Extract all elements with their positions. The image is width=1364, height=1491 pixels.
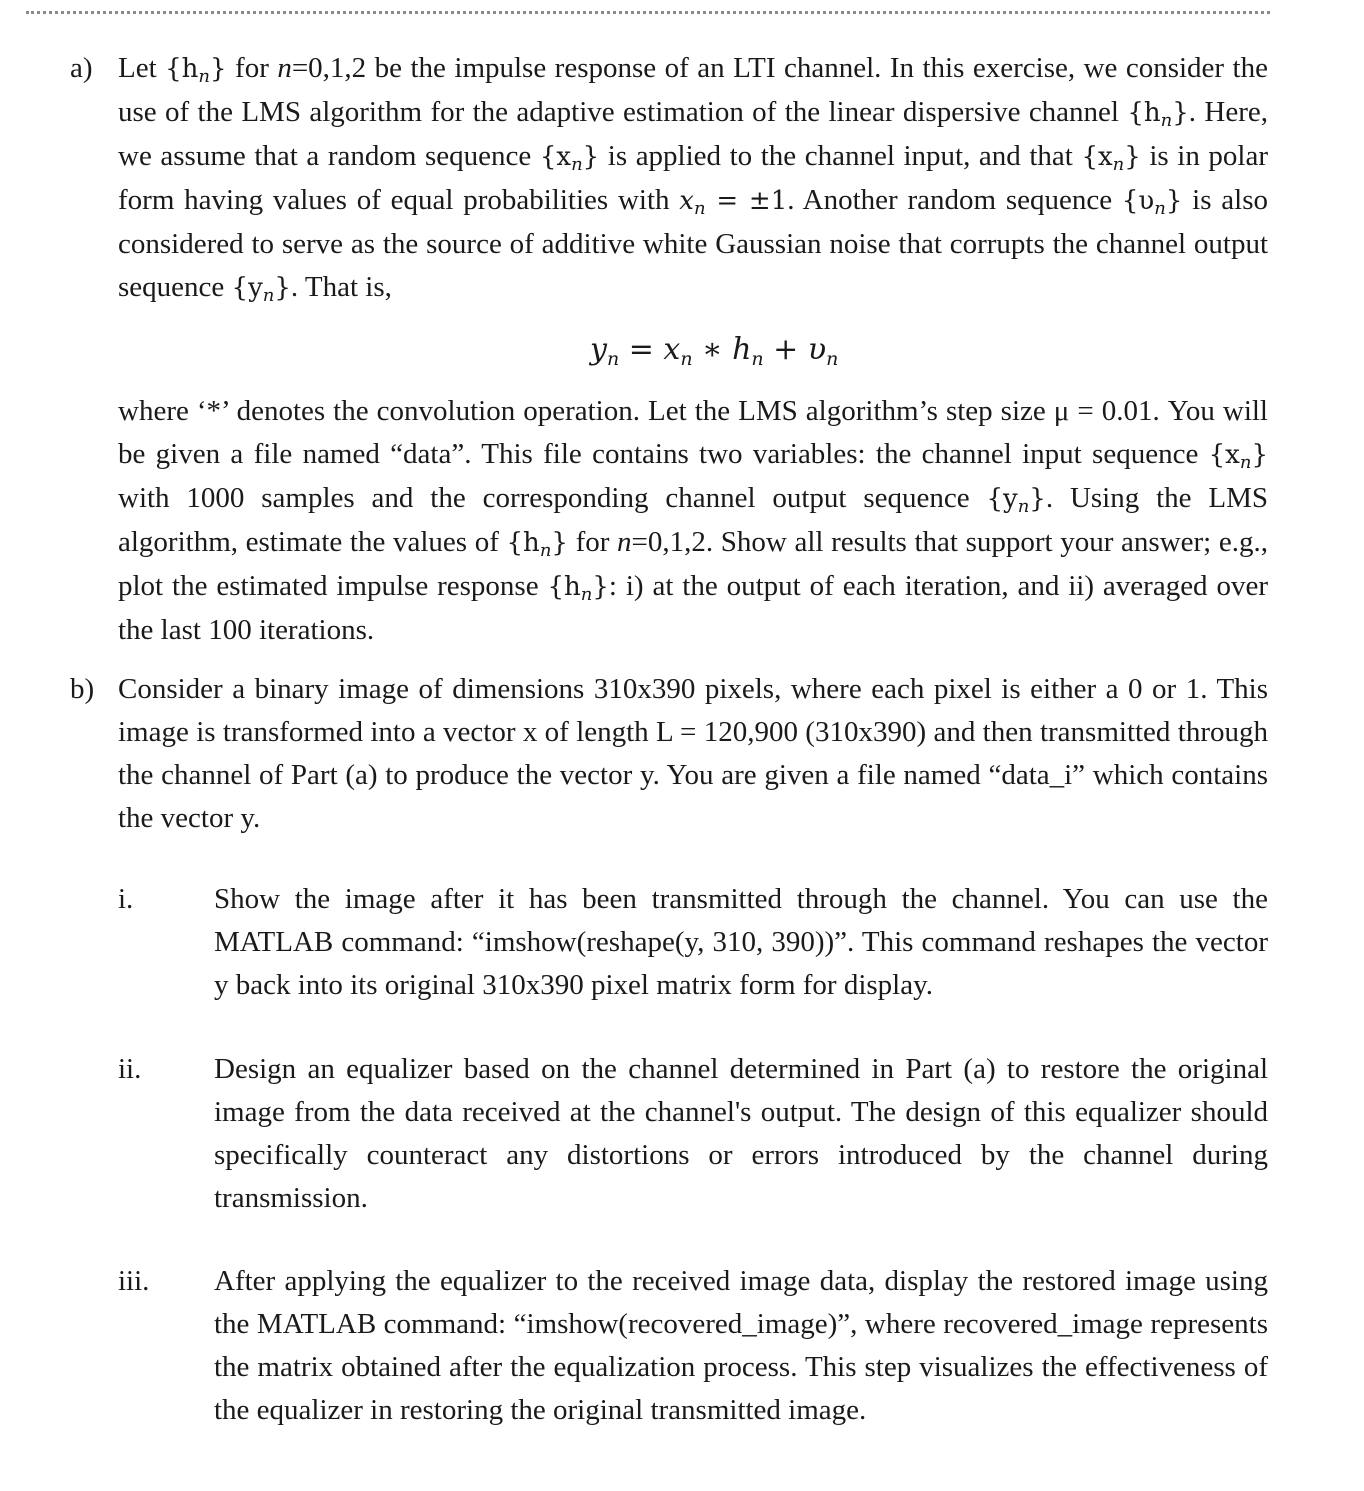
item-ii-label: ii.	[118, 1053, 142, 1085]
part-b-paragraph: Consider a binary image of dimensions 310x390 pixels, where each pixel is either a 0 or 1. This image is transformed into a vector x of length L = 120,900 (310x390) and then transmitted through the channel of Part (a) to produce the vector y. You are given a file named “data_i” which contains the vector y.	[118, 673, 1268, 834]
item-i-label: i.	[118, 883, 134, 915]
item-i-text: Show the image after it has been transmitted through the channel. You can use the MATLAB command: “imshow(reshape(y, 310, 390))”. This command reshapes the vector y back into its original 310x390 pixel matrix form for display.	[214, 883, 1268, 1001]
channel-equation: $y_n = x_n$ ∗ $h_n + \upsilon_n$	[590, 332, 839, 370]
math-h-sequence: $\{h_n\}$	[1127, 98, 1189, 131]
part-a-paragraph-1: Let $\{h_n\}$ for n=0,1,2 be the impulse response of an LTI channel. In this exercise, we consider the use of the LMS algorithm for the adaptive estimation of the linear dispersive channel $\{h_n\}$. Here, we assume that a random sequence $\{x_n\}$ is applied to the channel input, and that $\{x_n\}$ is in polar form having values of equal probabilities with $x_n = \pm 1$. Another random sequence $\{\upsilon_n\}$ is also considered to serve as the source of additive white Gaussian noise that corrupts the channel output sequence $\{y_n\}$. That is,	[118, 52, 1269, 306]
item-iii-label: iii.	[118, 1265, 150, 1297]
math-x-sequence: $\{x_n\}$	[1081, 142, 1141, 175]
math-y-sequence: $\{y_n\}$	[231, 273, 291, 306]
math-v-sequence: $\{\upsilon_n\}$	[1121, 186, 1183, 219]
part-b-label: b)	[70, 673, 95, 705]
math-n: n	[617, 526, 632, 558]
part-a-label: a)	[70, 52, 93, 84]
math-x-sequence: $\{x_n\}$	[1208, 440, 1268, 473]
item-iii-text: After applying the equalizer to the received image data, display the restored image using the MATLAB command: “imshow(recovered_image)”, where recovered_image represents the matrix obtained after the equalization process. This step visualizes the effectiveness of the equalizer in restoring the original transmitted image.	[214, 1265, 1268, 1426]
math-x-sequence: $\{x_n\}$	[539, 142, 600, 175]
item-ii-text: Design an equalizer based on the channel determined in Part (a) to restore the original image from the data received at the channel's output. The design of this equalizer should specifically counteract any distortions or errors introduced by the channel during transmission.	[214, 1053, 1268, 1214]
math-x-equals-pm-one: $x_n = \pm 1$	[679, 186, 788, 219]
math-h-sequence: $\{h_n\}$	[165, 54, 227, 87]
dotted-separator	[26, 11, 1270, 14]
math-h-sequence: $\{h_n\}$	[506, 528, 568, 561]
math-y-sequence: $\{y_n\}$	[986, 484, 1046, 517]
math-n: n	[277, 52, 292, 84]
math-h-sequence: $\{h_n\}$	[547, 572, 609, 605]
part-a-paragraph-2: where ‘*’ denotes the convolution operation. Let the LMS algorithm’s step size μ = 0.01. You will be given a file named “data”. This file contains two variables: the channel input sequence $\{x_n\}$ with 1000 samples and the corresponding channel output sequence $\{y_n\}$. Using the LMS algorithm, estimate the values of $\{h_n\}$ for n=0,1,2. Show all results that support your answer; e.g., plot the estimated impulse response $\{h_n\}$: i) at the output of each iteration, and ii) averaged over the last 100 iterations.	[118, 395, 1269, 646]
